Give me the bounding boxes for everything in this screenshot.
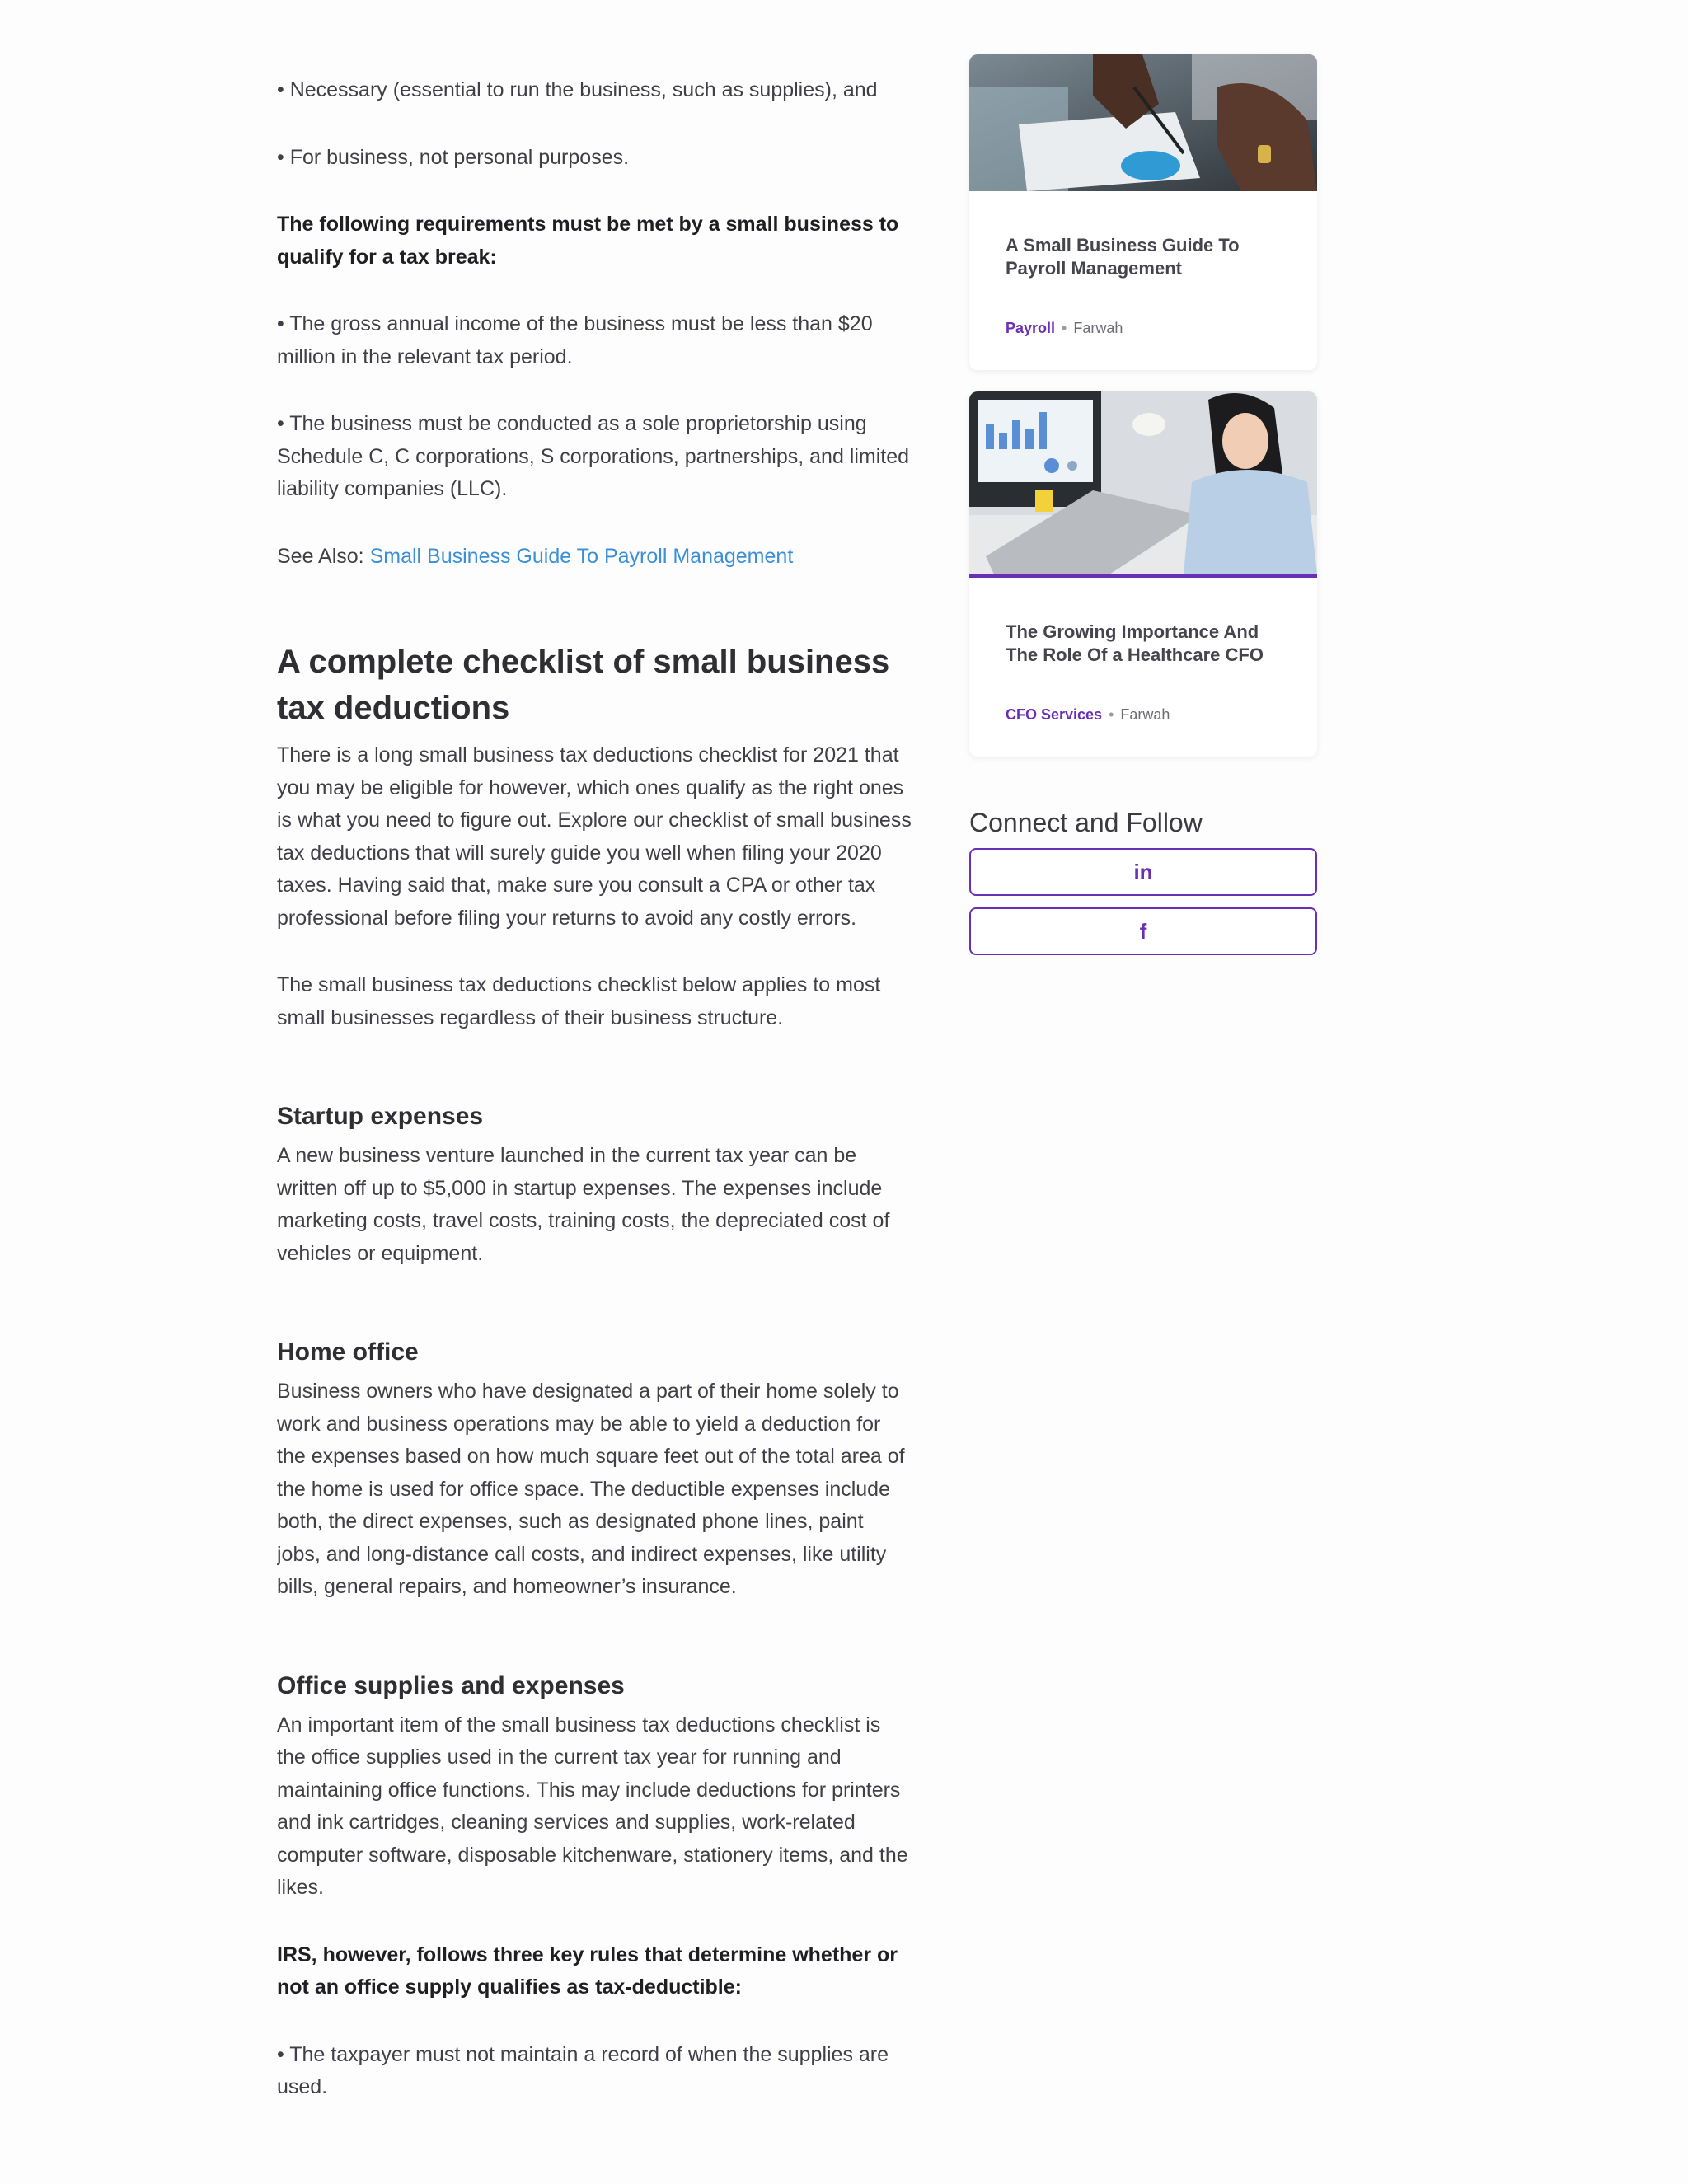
card-category[interactable]: Payroll <box>1006 320 1056 336</box>
checklist-paragraph: The small business tax deductions checklist below applies to most small businesses regardless of their business structure. <box>277 973 881 1029</box>
card-title[interactable]: The Growing Importance And The Role Of a Healthcare CFO <box>1006 621 1264 665</box>
see-also-link[interactable]: Small Business Guide To Payroll Management <box>369 544 794 568</box>
post-thumbnail-image <box>969 54 1317 191</box>
card-category[interactable]: CFO Services <box>1006 706 1103 723</box>
payroll-photo-image <box>969 54 1317 191</box>
facebook-icon: f <box>1139 918 1147 944</box>
startup-heading: Startup expenses <box>277 1103 484 1130</box>
meta-separator: • <box>1062 320 1067 336</box>
meta-separator: • <box>1109 706 1114 723</box>
linkedin-button[interactable] <box>969 848 1317 896</box>
home-office-paragraph: Business owners who have designated a part of their home solely to work and business operations may be able to yield a deduction for the expenses based on how much square feet out of the total area of the home is used for office space. The deductible expenses include both, the direct expenses, such as designated phone lines, paint jobs, and long-distance call costs, and indirect expenses, like utility bills, general repairs, and homeowner’s insurance. <box>277 1380 905 1598</box>
bullet-item: • The business must be conducted as a sole proprietorship using Schedule C, C corporations, S corporations, partnerships, and limited liability companies (LLC). <box>277 412 910 500</box>
related-post-card[interactable] <box>969 54 1317 370</box>
irs-rules-heading: IRS, however, follows three key rules that determine whether or not an office supply qualifies as tax-deductible: <box>277 1943 898 1999</box>
facebook-button[interactable] <box>969 907 1317 955</box>
see-also-prefix: See Also: <box>277 544 370 568</box>
bullet-item: • The gross annual income of the business must be less than $20 million in the relevant tax period. <box>277 312 873 368</box>
card-meta <box>1006 706 1281 724</box>
startup-paragraph: A new business venture launched in the current tax year can be written off up to $5,000 in startup expenses. The expenses include marketing costs, travel costs, training costs, the depreciated cost of vehicles or equipment. <box>277 1144 890 1265</box>
cfo-photo-image <box>969 391 1317 574</box>
sidebar <box>969 54 1317 967</box>
linkedin-icon: in <box>1133 859 1153 884</box>
bullet-item: • The taxpayer must not maintain a record of when the supplies are used. <box>277 2042 889 2098</box>
office-supplies-heading: Office supplies and expenses <box>277 1671 625 1699</box>
card-title[interactable]: A Small Business Guide To Payroll Management <box>1006 235 1240 279</box>
requirements-heading: The following requirements must be met by a small business to qualify for a tax break: <box>277 213 899 269</box>
bullet-item: • For business, not personal purposes. <box>277 145 630 169</box>
post-thumbnail-image <box>969 391 1317 578</box>
bullet-item: • Necessary (essential to run the business, such as supplies), and <box>277 78 878 101</box>
card-meta <box>1006 320 1281 337</box>
card-author: Farwah <box>1073 320 1123 336</box>
see-also <box>277 541 912 574</box>
related-post-card[interactable] <box>969 391 1317 757</box>
card-author: Farwah <box>1120 706 1170 723</box>
home-office-heading: Home office <box>277 1338 419 1366</box>
checklist-paragraph: There is a long small business tax deductions checklist for 2021 that you may be eligible for however, which ones qualify as the right ones is what you need to figure out. Explore our checklist of small business tax deductions that will surely guide you well when filing your 2020 taxes. Having said that, make sure you consult a CPA or other tax professional before filing your returns to avoid any costly errors. <box>277 743 912 930</box>
office-supplies-paragraph: An important item of the small business tax deductions checklist is the office supplies used in the current tax year for running and maintaining office functions. This may include deductions for printers and ink cartridges, cleaning services and supplies, work-related computer software, disposable kitchenware, stationery items, and the likes. <box>277 1713 908 1899</box>
connect-follow-heading: Connect and Follow <box>969 808 1203 837</box>
article-body <box>277 74 912 2130</box>
checklist-heading: A complete checklist of small business tax deductions <box>277 644 890 726</box>
